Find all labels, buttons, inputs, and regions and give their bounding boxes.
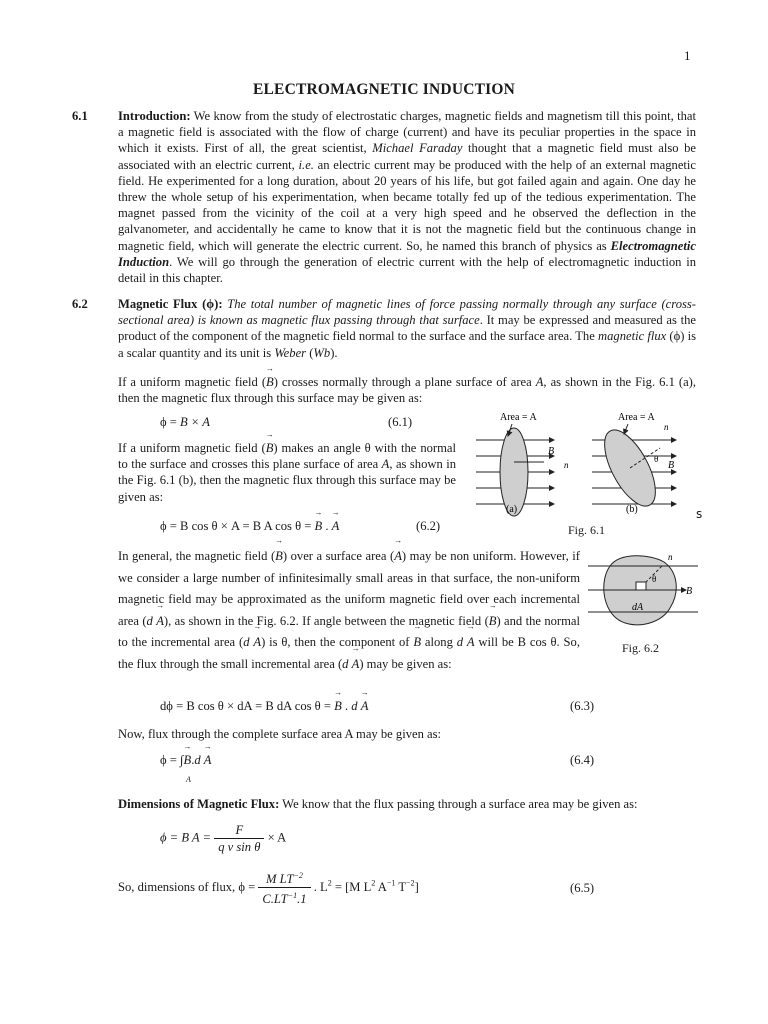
text: . L	[313, 879, 328, 894]
figure-6-2-caption: Fig. 6.2	[622, 641, 660, 655]
text: We know that the flux passing through a surface area may be given as:	[279, 797, 638, 811]
label-b: B	[668, 460, 675, 471]
area-label-a: Area = A	[500, 412, 537, 423]
text: along	[421, 635, 457, 650]
text: ϕ = ∫	[160, 753, 184, 767]
equation-6-3: dϕ = B cos θ × dA = B dA cos θ = → B . d → A	[160, 698, 368, 714]
exponent: −1	[386, 878, 396, 888]
text: ϕ = B A =	[160, 830, 215, 845]
section-6-2-paragraph: Magnetic Flux (ϕ): The total number of magnetic lines of force passing normally through any surface (cross-sectional area) is known as magnetic flux passing through that surface. It may be expressed and measured as the product of the component of the magnetic field normal to the surface and the surface area. The magnetic flux (ϕ) is a scalar quantity and its unit is Weber (Wb).	[118, 297, 697, 360]
exponent: −1	[287, 891, 298, 901]
area-label-b: Area = A	[618, 412, 655, 423]
dimension-equation	[118, 868, 419, 908]
denominator: q v sin θ	[218, 840, 261, 855]
section-6-1-paragraph	[118, 108, 696, 286]
exponent: 2	[327, 878, 332, 888]
emphasis: Electromagnetic Induction	[118, 238, 696, 269]
text: ).	[330, 345, 338, 360]
text: ) and the normal to the incremental area (	[118, 613, 581, 650]
surface-a	[500, 428, 528, 516]
text: ]	[414, 879, 419, 894]
label-da: dA	[632, 602, 644, 613]
text: ), as shown in the Fig. 6.2. If angle between the magnetic field (	[163, 613, 489, 628]
definition: The total number of magnetic lines of force passing normally through any surface (cross-sectional area) is known as magnetic flux passing through that surface	[118, 297, 696, 328]
text: .1	[297, 892, 307, 907]
text: will be B cos θ. So, the flux through the small incremental area (	[118, 635, 580, 671]
label-n: n	[668, 552, 673, 562]
text: We know from the study of electrostatic charges, magnetic fields and magnetism till this point, that a magnetic field is associated with the flow of charge (current) and have its peculiar properties in the space in which it exists. First of all, the great scientist,	[118, 109, 696, 156]
equation-number: (6.3)	[570, 699, 595, 713]
chapter-title: ELECTROMAGNETIC INDUCTION	[252, 81, 516, 98]
text: ) makes an angle θ with the normal to the surface and crosses this plane surface of area	[118, 441, 456, 472]
equation-6-4: ϕ = ∫→ B.d → A	[160, 752, 212, 768]
equation-number: (6.2)	[416, 519, 441, 533]
text: Michael Faraday	[372, 141, 463, 156]
complete-area-paragraph: Now, flux through the complete surface area A may be given as:	[118, 727, 442, 741]
text: Weber	[274, 345, 307, 360]
label-theta: θ	[652, 574, 657, 584]
dimensions-paragraph	[118, 796, 696, 812]
flux-equation	[160, 822, 286, 855]
label-n: n	[564, 460, 569, 470]
numerator: M LT	[266, 872, 294, 887]
section-number-6-2: 6.2	[72, 297, 88, 311]
text: magnetic flux	[598, 329, 667, 344]
figure-6-2	[586, 546, 706, 638]
equation-6-2: ϕ = B cos θ × A = B A cos θ = → B . → A	[160, 518, 339, 534]
angle-paragraph: If a uniform magnetic field (→ B) makes an angle θ with the normal to the surface and crosses this plane surface of area A, as shown in the Fig. 6.1 (b), then the magnetic flux through this surface may be given as:	[118, 440, 456, 505]
integral-subscript: A	[186, 775, 191, 784]
vector-b: → B	[266, 374, 274, 390]
text: B × A	[180, 415, 210, 429]
equation-6-1	[160, 414, 210, 430]
text: ϕ = B cos θ × A = B A cos θ =	[160, 519, 315, 533]
section-heading: Introduction:	[118, 109, 191, 123]
text: ) may be given as:	[359, 656, 452, 671]
exponent: 2	[371, 878, 376, 888]
numerator: F	[214, 822, 264, 839]
equation-number: (6.1)	[388, 415, 413, 429]
text: ) may be non uniform. However, if we consider a large number of infinitesimally small areas in that surface, the non-uniform magnetic field may be approximated as the uniform magnetic field over each incremental area (	[118, 549, 580, 628]
text: (ϕ) is a scalar quantity and its unit is	[118, 329, 697, 360]
stray-mark: s	[696, 507, 703, 521]
equation-number: (6.5)	[570, 881, 595, 895]
text: If a uniform magnetic field (	[118, 375, 267, 389]
text: . We will go through the generation of electric current with the help of electromagnetic induction in detail in this chapter.	[118, 254, 696, 286]
text: If a uniform magnetic field (	[118, 441, 266, 455]
exponent: −2	[406, 878, 415, 888]
text: ) crosses normally through a plane surface of area	[273, 375, 536, 389]
page-number: 1	[684, 48, 691, 63]
text: A	[375, 879, 387, 894]
text: , as shown in the Fig. 6.1 (a), then the magnetic flux through this surface may be given as:	[118, 375, 696, 406]
label-b: B	[686, 586, 693, 597]
section-number-6-1: 6.1	[72, 109, 88, 123]
text: i.e.	[298, 157, 314, 172]
text: Wb	[313, 345, 331, 360]
text: . It may be expressed and measured as the product of the component of the magnetic field normal to the surface and the surface area. The	[118, 313, 696, 344]
text: So, dimensions of flux, ϕ =	[118, 879, 259, 894]
text: T	[395, 879, 407, 894]
uniform-field-paragraph: If a uniform magnetic field (→ B) crosses normally through a plane surface of area A, as shown in the Fig. 6.1 (a), then the magnetic flux through this surface may be given as:	[118, 374, 696, 406]
subfigure-label-b: (b)	[626, 504, 638, 515]
exponent: −2	[293, 871, 303, 880]
label-theta: θ	[654, 454, 659, 464]
text: thought that a magnetic field must also be associated with an electric current,	[118, 141, 697, 172]
text: an electric current may be produced with the help of an external magnetic field. He experimented for a long duration, about 20 years of his life, but got failed again and again. One day he threw the whole setup of his experimentation, when became totally fed up of the tedious experimentation. The magnet passed from the vicinity of the coil at a very high speed and he observed the deflection in the galvanometer, and accidentally he came to know that it is not the magnetic field but the continuous change in magnetic field, which will generate the electric current. So, he named this branch of physics as	[118, 157, 696, 253]
text: , as shown in the Fig. 6.1 (b), then the magnetic flux through this surface may be given as:	[118, 457, 456, 504]
label-n: n	[664, 422, 669, 432]
heading: Dimensions of Magnetic Flux:	[118, 797, 280, 811]
figure-6-1	[468, 406, 702, 540]
text: In general, the magnetic field (	[118, 549, 276, 563]
text: dϕ = B cos θ × dA = B dA cos θ =	[160, 699, 335, 713]
general-paragraph: In general, the magnetic field (→ B) over a surface area (→ A) may be non uniform. However, if we consider a large number of infinitesimally small areas in that surface, the non-uniform magnetic field may be approximated as the uniform magnetic field over each incremental area (d → A), as shown in the Fig. 6.2. If angle between the magnetic field (→ B) and the normal to the incremental area (d → A) is θ, then the component of → B along d → A will be B cos θ. So, the flux through the small incremental area (d → A) may be given as:	[118, 546, 580, 676]
text: × A	[267, 830, 287, 845]
denominator: C.LT	[262, 892, 288, 907]
subfigure-label-a: (a)	[506, 504, 518, 515]
text: ) over a surface area (	[282, 549, 395, 563]
section-heading: Magnetic Flux (ϕ):	[118, 297, 223, 311]
figure-6-1-caption: Fig. 6.1	[568, 523, 606, 537]
label-b: B	[548, 446, 555, 457]
equation-number: (6.4)	[570, 753, 595, 767]
text: ) is θ, then the component of	[261, 635, 414, 650]
text: ϕ =	[160, 415, 181, 429]
text: = [M L	[331, 879, 372, 894]
